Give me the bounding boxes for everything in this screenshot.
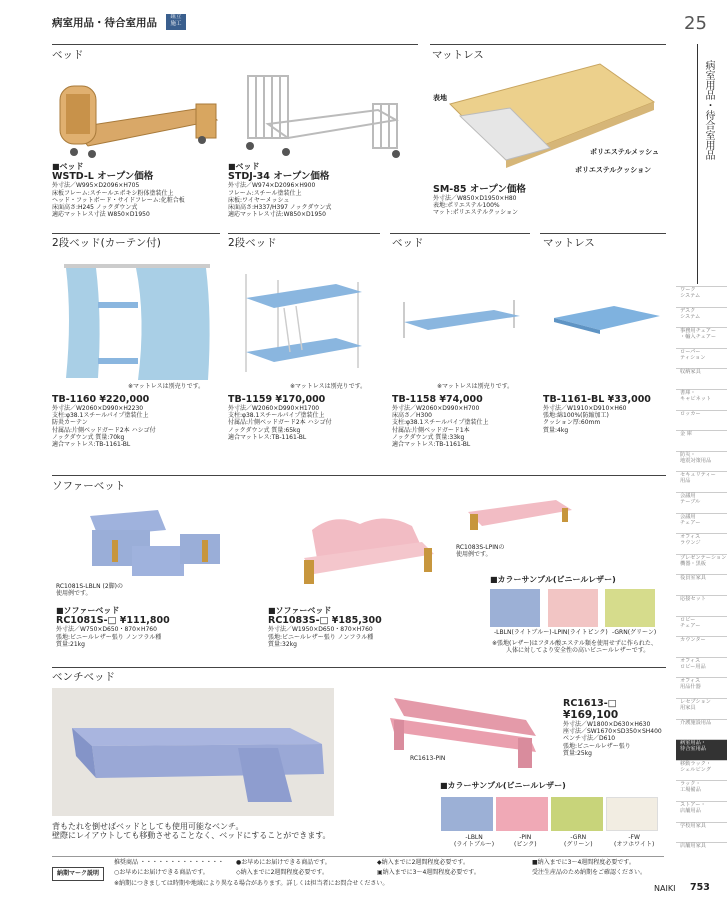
rc1083-spec: 張地:ビニールレザー張り ノンフラル種 [268,633,374,641]
bench-text-line: 壁際にレイアウトしても移動させることなく、ベッドにすることができます。 [52,831,331,841]
rc1081-spec: 質量:21kg [56,640,85,648]
tb1159-block [228,394,332,441]
tb1158-spec: 床高さ／H300 [392,412,432,420]
rc1613-price: ¥169,100 [563,709,619,721]
swatch-fill [490,589,540,627]
tb1158-note: ※マットレスは別売りです。 [437,383,514,390]
section-sofa: ソファーベット [52,480,126,492]
stdj-name: STDJ-34 オープン価格 [228,171,330,183]
sm85-block [433,184,526,217]
swatch2-sub: (オフホワイト) [614,841,655,849]
swatch2-label [564,834,593,848]
page-number: 753 [690,882,710,893]
rule-bunk [228,233,380,234]
wstd-bed-image [52,68,220,162]
legend-item: ■納入までに3〜4週間程度必要です。 [532,859,635,866]
rc1613-spec: 質量:25kg [563,749,592,757]
delivery-legend-label: 納期マーク説明 [52,867,104,881]
swatch2-code: -LBLN [465,834,483,841]
section-bed-mid: ベッド [392,237,424,249]
rc1613-name: RC1613-□ [563,698,617,709]
tb1158-spec: 外寸法／W2060×D990×H700 [392,405,480,412]
rc1081-spec: 外寸法／W750×D650・870×H760 [56,626,157,634]
stdj-spec: 外寸法／W974×D2096×H900 [228,182,316,190]
sm85-name: SM-85 オープン価格 [433,184,526,195]
rc1081-caption-line: 使用例です。 [56,590,92,598]
tb1158-spec: 支柱:φ38.1スチールパイプ塗装仕上 [392,419,489,427]
rc1083-image [294,508,444,592]
tb1161-spec: 外寸法／W1910×D910×H60 [543,405,627,412]
sidebar-tab[interactable]: プレゼンテーション 機器・黒板 [676,554,727,575]
tb1160-spec: 外寸法／W2060×D990×H2230 [52,405,144,412]
sidebar-tab[interactable]: ストアー・ 店舗用品 [676,801,727,822]
swatch-fill [551,797,603,831]
sidebar-tab[interactable]: 事務用チェアー ・輸入チェアー [676,327,727,348]
rc1081-caption [56,583,123,597]
sidebar-tab[interactable]: ローパー ティション [676,348,727,369]
section-bed-top: ベッド [52,49,84,61]
swatch2-label [614,834,654,848]
wstd-spec: ヘッド・フットボード・サイドフレーム:化粧合板 [52,196,185,204]
tb1158-spec: ノックダウン式 質量:33kg [392,433,465,441]
sidebar-tab[interactable]: ロビー チェアー [676,616,727,637]
rc1613-block [563,698,662,757]
bench-text [52,822,331,841]
rc1081-image [84,500,234,584]
rc1613-spec: ベンチ寸法／D610 [563,735,616,743]
swatch-label: -LBLN(ライトブルー) [494,629,552,636]
wstd-block [52,162,185,218]
sm85-label-surface: 表地 [433,94,447,102]
swatch2-code: -FW [628,834,640,841]
legend-item: 推奨商品 ・・・・・・・・・・・・・・ [114,859,224,866]
swatches1-title: ■カラーサンプル(ビニールレザー) [490,575,616,584]
sidebar-tab[interactable]: 応接セット [676,595,727,616]
sidebar-tab[interactable]: 防災・ 地震対策用品 [676,451,727,472]
tb1160-spec: ノックダウン式 質量:70kg [52,433,125,441]
rc1081-name: RC1081S-□ ¥111,800 [56,615,170,627]
rule-bed-top [52,44,418,45]
side-category: 病室用品・待合室用品 [703,60,714,160]
section-mattress-mid: マットレス [543,237,595,249]
rc1083-caption-line: 使用例です。 [456,551,492,559]
tb1159-spec: 外寸法／W2060×D990×H1700 [228,405,320,412]
tb1160-spec: 防炎カーテン [52,419,88,427]
tb1159-spec: 支柱:φ38.1スチールパイプ塗装仕上 [228,412,325,420]
sidebar-tab[interactable]: ロッカー [676,410,727,431]
swatches1-note [492,640,657,654]
sidebar-tab[interactable]: 介護施設用品 [676,719,727,740]
sidebar-tab[interactable]: 会議用 テーブル [676,492,727,513]
swatch2-code: -PIN [519,834,532,841]
sm85-mattress-image [440,56,660,184]
swatch-fill [441,797,493,831]
tb1161-spec: 張地:綿100%(防縮加工) [543,412,609,420]
swatch2-label [454,834,494,848]
swatch-label: -LPIN(ライトピンク) [552,629,608,636]
rc1081-kind: ■ソファーベッド [56,606,120,615]
sidebar-tab[interactable]: レセプション 用家具 [676,698,727,719]
delivery-legend [52,856,664,892]
tb1161-spec: クッション厚:60mm [543,419,601,427]
sidebar-tab[interactable]: 金 庫 [676,430,727,451]
rc1083-example-image [464,494,574,536]
swatches1-note-line: 人体に対してより安全性の高いビニールレザーです。 [506,647,650,655]
legend-item: ▣納入までに3〜4週間程度必要です。 [377,869,480,876]
sidebar-tab[interactable]: 店舗用家具 [676,842,727,863]
rc1613-spec: 外寸法／W1800×D630×H630 [563,721,651,728]
rc1081-caption-line: RC1081S-LBLN (2脚)の [56,583,123,590]
rc1613-image [380,690,546,772]
sidebar-tab[interactable]: 役員室家具 [676,574,727,595]
stdj-block [228,162,331,218]
sm85-spec: 表地:ポリエステル100% [433,202,500,210]
tb1159-spec: 付属品:片側ベッドガード2本 ハシゴ付 [228,419,332,427]
sidebar-tab[interactable]: 会議用 チェアー [676,513,727,534]
rc1083-caption [456,544,505,558]
sidebar-tab[interactable]: オフィス ロビー用品 [676,657,727,678]
sidebar-tab[interactable]: ワーク システム [676,286,727,307]
tb1159-image [238,268,368,378]
tb1161-name: TB-1161-BL ¥33,000 [543,394,651,405]
wstd-name: WSTD-L オープン価格 [52,171,154,183]
tb1158-block [392,394,489,448]
sidebar-tab[interactable]: オフィス 用品什器 [676,677,727,698]
stdj-spec: 床板:ワイヤーメッシュ [228,196,290,204]
swatches1-note-line: ※張地(レザー)はフタル酸エステル類を使用せずに作られた、 [492,640,657,647]
tb1159-spec: ノックダウン式 質量:65kg [228,426,301,434]
sidebar-tab[interactable]: 病室用品・ 待合室用品 [676,739,727,760]
rc1083-name: RC1083S-□ ¥185,300 [268,615,382,627]
bench-text-line: 背もたれを倒せばベッドとしても使用可能なベンチ。 [52,822,244,831]
tb1160-name: TB-1160 ¥220,000 [52,394,150,405]
wstd-spec: 床面高さ:H245 ノックダウン式 [52,204,138,212]
swatch-fill [605,589,655,627]
wstd-spec: 外寸法／W995×D2096×H705 [52,182,140,190]
rc1083-block [268,606,382,648]
rule-bench [52,667,666,668]
swatch-fill [496,797,548,831]
swatch-fill [548,589,598,627]
wstd-kind: ■ベッド [52,162,84,171]
tb1160-block [52,394,156,448]
stdj-spec: 適応マットレス寸法:W850×D1950 [228,211,326,219]
sm85-spec: マット:ポリエステルクッション [433,209,519,217]
category-title: 病室用品・待合室用品 [52,17,157,29]
sidebar-tab[interactable]: 学校用家具 [676,822,727,843]
sidebar-tab[interactable]: デスク システム [676,307,727,328]
stdj-spec: 床面高さ:H337/H397 ノックダウン式 [228,204,332,212]
swatch-fill [606,797,658,831]
rc1613-spec: 座寸法／SW1670×SD350×SH400 [563,728,662,736]
legend-item: ○お早めにお届けできる商品です。 [114,869,209,876]
rc1083-spec: 質量:32kg [268,640,297,648]
side-rule [697,44,698,284]
legend-item: ◆納入までに2週間程度必要です。 [377,859,469,866]
swatch-label: -GRN(グリーン) [612,629,657,636]
legend-item: 受注生産品のため納期をご確認ください。 [532,869,647,876]
rc1083-caption-line: RC1083S-LPINの [456,544,505,551]
section-bunk-curtain: 2段ベッド(カーテン付) [52,237,161,249]
wstd-spec: 適応マットレス寸法 W850×D1950 [52,211,150,219]
tb1158-image [398,296,526,346]
assembly-badge: 組立 施工 [166,14,186,30]
swatches2-title: ■カラーサンプル(ビニールレザー) [440,781,566,790]
tb1159-name: TB-1159 ¥170,000 [228,394,326,405]
tb1160-image [62,258,212,384]
swatch2-sub: (グリーン) [564,841,593,849]
sm85-label-mesh: ポリエステルメッシュ [590,148,660,156]
stdj-bed-image [228,62,408,164]
rc1081-spec: 張地:ビニールレザー張り ノンフラル種 [56,633,162,641]
stdj-kind: ■ベッド [228,162,260,171]
rule-bed-mid [390,233,530,234]
sm85-spec: 外寸法／W850×D1950×H80 [433,195,517,202]
bench-bed-image [52,688,334,816]
rule-bunk-curtain [52,233,220,234]
rule-sofa [52,475,666,476]
tb1160-spec: 支柱:φ38.1スチールパイプ塗装仕上 [52,412,149,420]
tb1158-spec: 適合マットレス:TB-1161-BL [392,441,471,449]
section-number: 25 [684,13,707,34]
swatch2-sub: (ピンク) [514,841,537,849]
sm85-label-cushion: ポリエステルクッション [575,166,652,174]
tb1159-note: ※マットレスは別売りです。 [290,383,367,390]
sidebar-tab[interactable]: カウンター [676,636,727,657]
brand: NAIKI [654,884,676,893]
tb1160-spec: 付属品:片側ベッドガード2本 ハシゴ付 [52,426,156,434]
tb1161-spec: 質量:4kg [543,426,569,434]
tb1158-name: TB-1158 ¥74,000 [392,394,483,405]
tb1161-block [543,394,651,434]
tb1160-spec: 適合マットレス:TB-1161-BL [52,441,131,449]
sidebar-tab[interactable]: セキュリティー 用品 [676,471,727,492]
sidebar-tab[interactable]: オフィス ラウンジ [676,533,727,554]
tb1158-spec: 付属品:片側ベッドガード1本 [392,426,470,434]
swatch2-sub: (ライトブルー) [454,841,495,849]
stdj-spec: フレーム:スチール塗装仕上 [228,189,302,197]
tb1160-note: ※マットレスは別売りです。 [128,383,205,390]
page-header [52,14,664,32]
swatch2-code: -GRN [570,834,587,841]
rc1613-spec: 張地:ビニールレザー張り [563,742,631,750]
section-bunk: 2段ベッド [228,237,277,249]
rc1081-block [56,606,170,648]
wstd-spec: 床板フレーム:スチールエポキシ粉体塗装仕上 [52,189,174,197]
sidebar-tab[interactable]: ラック・ 工場備品 [676,780,727,801]
sidebar-tab[interactable]: 収納家具 [676,368,727,389]
rc1083-kind: ■ソファーベッド [268,606,332,615]
section-mattress-top: マットレス [432,49,484,61]
rc1083-spec: 外寸法／W1950×D650・870×H760 [268,626,373,634]
sidebar-tab[interactable]: 書庫・ キャビネット [676,389,727,410]
tb1159-spec: 適合マットレス:TB-1161-BL [228,433,307,441]
tb1161-image [552,302,662,338]
legend-note: ※納期につきましては時期や地域により異なる場合があります。詳しくは担当者にお問合せください。 [114,880,389,887]
sidebar-tab[interactable]: 移動ラック・ シェルビング [676,760,727,781]
section-bench: ベンチベッド [52,671,115,683]
legend-item: ◇納入までに2週間程度必要です。 [236,869,328,876]
swatch2-label [514,834,537,848]
rule-mattress-top [430,44,666,45]
legend-item: ●お早めにお届けできる商品です。 [236,859,331,866]
rule-mattress-mid [540,233,666,234]
rc1613-caption: RC1613-PIN [410,755,446,762]
